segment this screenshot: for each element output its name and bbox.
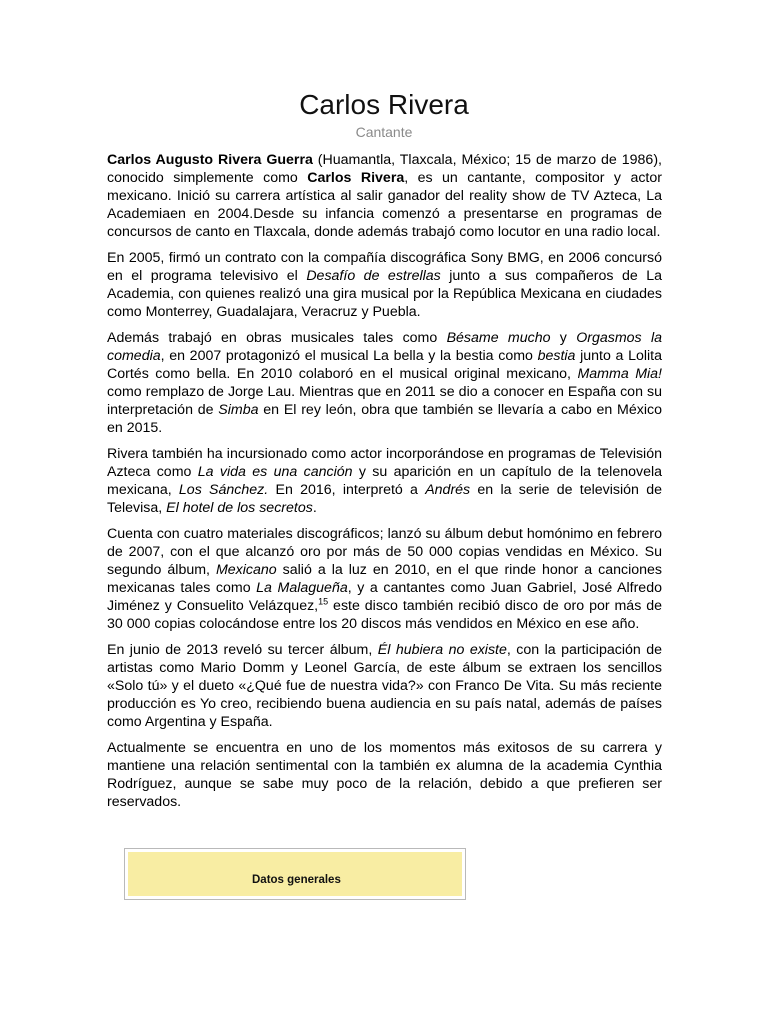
text-span: . bbox=[312, 500, 317, 516]
text-span: salió a la luz en 2010, en el que rinde honor a canciones mexicanas tales como bbox=[107, 562, 662, 596]
text-span: En 2016, interpretó a bbox=[268, 482, 426, 498]
italic-title: Mexicano bbox=[215, 562, 277, 578]
italic-title: El hotel de los secretos bbox=[166, 500, 313, 516]
text-span: en El rey león, obra que también se llevaría a cabo en México en 2015. bbox=[107, 402, 662, 436]
infobox-header bbox=[128, 852, 462, 896]
text-span: en la serie de televisión de Televisa, bbox=[107, 482, 662, 516]
text-span: , y a cantantes como Juan Gabriel, José Alfredo Jiménez y Consuelito Velázquez, bbox=[107, 580, 662, 614]
italic-title: Bésame mucho bbox=[446, 330, 551, 346]
text-span: este disco también recibió disco de oro por más de 30 000 copias colocándose entre los 20 discos más vendidos en México en ese año. bbox=[107, 598, 662, 632]
italic-title: La Malagueña bbox=[256, 580, 348, 596]
italic-title: Desafío de estrellas bbox=[306, 268, 441, 284]
page-title: Carlos Rivera bbox=[299, 89, 469, 120]
text-span: Además trabajó en obras musicales tales como bbox=[107, 330, 447, 346]
text-span: En 2005, firmó un contrato con la compañía discográfica Sony BMG, en 2006 concursó en el programa televisivo el bbox=[107, 250, 662, 284]
text-span: , con la participación de artistas como Mario Domm y Leonel García, de este álbum se extraen los sencillos «Solo tú» y el dueto «¿Qué fue de nuestra vida?» con Franco De Vita. Su más reciente producción es Yo creo, recibiendo buena audiencia en su país natal, además de países como Argentina y España. bbox=[107, 642, 662, 730]
paragraph-career-start bbox=[107, 249, 662, 321]
short-name: Carlos Rivera bbox=[307, 170, 405, 186]
italic-title: Andrés bbox=[425, 482, 471, 498]
text-span: junto a Lolita Cortés como bella. En 2010 colaboró en el musical original mexicano, bbox=[107, 348, 662, 382]
paragraph-musicals bbox=[107, 329, 662, 437]
text-span: y bbox=[550, 330, 577, 346]
text-span: (Huamantla, Tlaxcala, México; 15 de marzo de 1986), conocido simplemente como bbox=[107, 152, 662, 186]
italic-title: bestia bbox=[537, 348, 576, 364]
paragraph-personal-life bbox=[107, 739, 662, 811]
text-span: En junio de 2013 reveló su tercer álbum, bbox=[107, 642, 378, 658]
text-span: y su aparición en un capítulo de la telenovela mexicana, bbox=[107, 464, 663, 498]
italic-title: Simba bbox=[218, 402, 259, 418]
text-span: junto a sus compañeros de La Academia, con quienes realizó una gira musical por la República Mexicana en ciudades como Monterrey, Guadalajara, Veracruz y Puebla. bbox=[107, 268, 662, 320]
italic-title: Mamma Mia! bbox=[577, 366, 662, 382]
paragraph-acting bbox=[107, 445, 662, 517]
infobox bbox=[124, 848, 466, 900]
italic-title: La vida es una canción bbox=[197, 464, 353, 480]
paragraph-intro bbox=[107, 151, 662, 241]
text-span: Rivera también ha incursionado como actor incorporándose en programas de Televisión Azteca como bbox=[107, 446, 662, 480]
paragraph-discography bbox=[107, 525, 662, 633]
article-body bbox=[107, 151, 662, 819]
full-name: Carlos Augusto Rivera Guerra bbox=[107, 152, 313, 168]
italic-title: Los Sánchez. bbox=[178, 482, 269, 498]
page-subtitle: Cantante bbox=[355, 124, 413, 140]
paragraph-third-album bbox=[107, 641, 662, 731]
italic-title: Él hubiera no existe bbox=[377, 642, 507, 658]
text-span: Actualmente se encuentra en uno de los momentos más exitosos de su carrera y mantiene una relación sentimental con la también ex alumna de la academia Cynthia Rodríguez, aunque se sabe muy poco de la relación, debido a que prefieren ser reservados. bbox=[107, 740, 662, 810]
text-span: , es un cantante, compositor y actor mexicano. Inició su carrera artística al salir ganador del reality show de TV Azteca, La Academiaen en 2004.Desde su infancia comenzó a presentarse en programas de concursos de canto en Tlaxcala, donde además trabajó como locutor en una radio local. bbox=[107, 170, 662, 240]
text-span: como remplazo de Jorge Lau. Mientras que en 2011 se dio a conocer en España con su interpretación de bbox=[107, 384, 662, 418]
citation-link[interactable]: 15 bbox=[318, 596, 329, 607]
text-span: , en 2007 protagonizó el musical La bella y la bestia como bbox=[160, 348, 538, 364]
text-span: Cuenta con cuatro materiales discográficos; lanzó su álbum debut homónimo en febrero de 2007, con el que alcanzó oro por más de 50 000 copias vendidas en México. Su segundo álbum, bbox=[107, 526, 662, 578]
infobox-title: Datos generales bbox=[252, 874, 341, 886]
italic-title: Orgasmos la comedia bbox=[107, 330, 662, 364]
